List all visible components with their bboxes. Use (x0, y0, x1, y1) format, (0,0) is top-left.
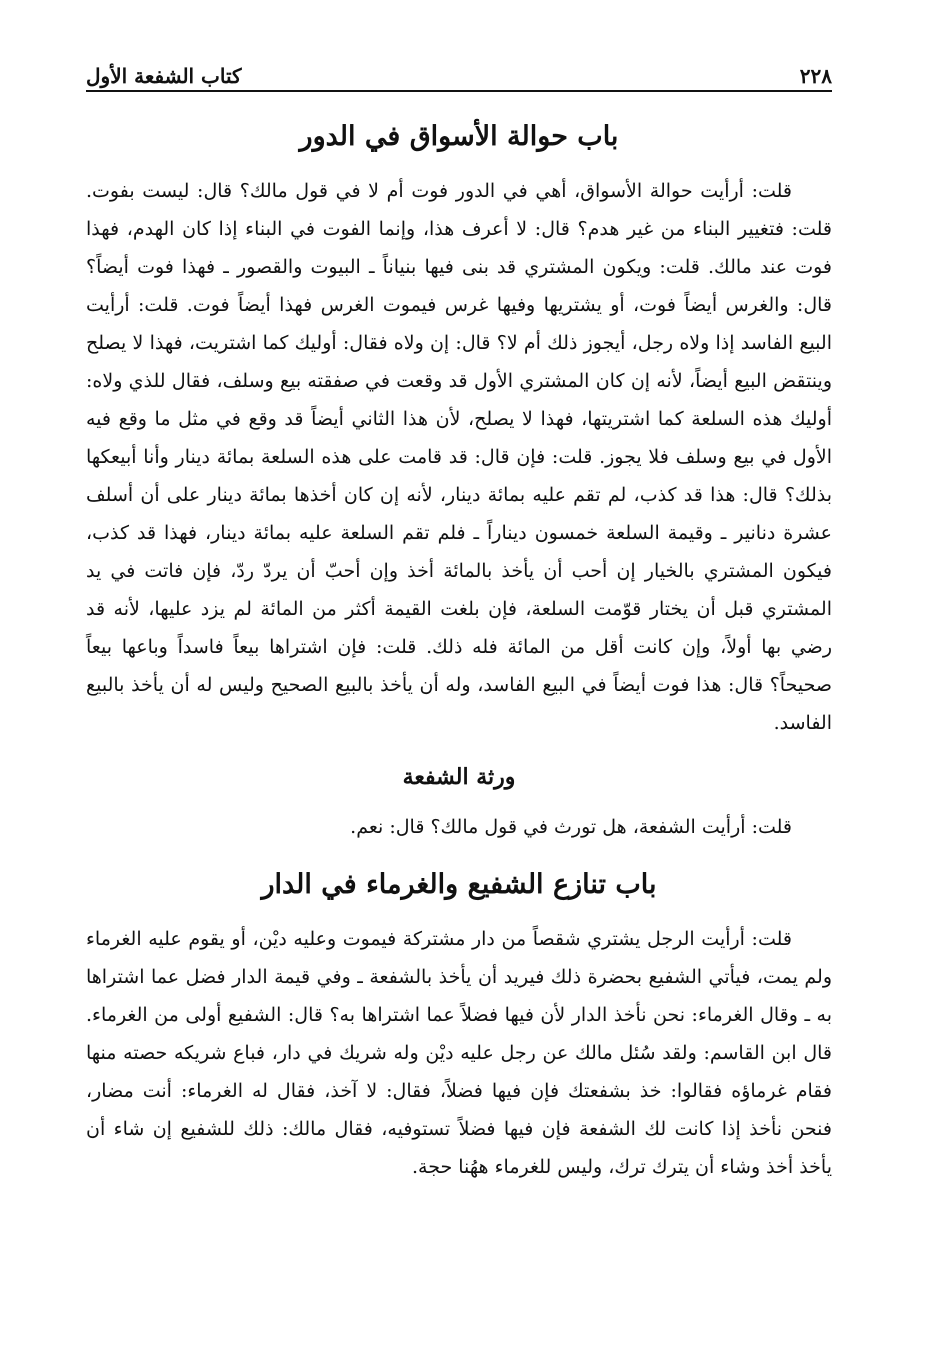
paragraph: قلت: أرأيت الشفعة، هل تورث في قول مالك؟ قال: نعم. (350, 816, 792, 838)
paragraph: قلت: أرأيت حوالة الأسواق، أهي في الدور فوت أم لا في قول مالك؟ قال: ليست بفوت. قلت: فتغيير البناء من غير هدم؟ قال: لا أعرف هذا، وإنما الفوت في البناء إذا كان الهدم، فهذا فوت عند مالك. قلت: ويكون المشتري قد بنى فيها بنياناً ـ البيوت والقصور ـ فهذا فوت أيضاً؟ قال: والغرس أيضاً فوت، أو يشتريها وفيها غرس فيموت الغرس فهذا أيضاً فوت. قلت: أرأيت البيع الفاسد إذا ولاه رجل، أيجوز ذلك أم لا؟ قال: إن ولاه فقال: أوليك كما اشتريت، فهذا لا يصلح وينتقض البيع أيضاً، لأنه إن كان المشتري الأول قد وقعت في صفقته بيع وسلف، فقال للذي ولاه: أوليك هذه السلعة كما اشتريتها، فهذا لا يصلح، لأن هذا الثاني أيضاً قد وقع في مثل ما وقع فيه الأول في بيع وسلف فلا يجوز. قلت: فإن قال: قد قامت على هذه السلعة بمائة دينار وأنا أبيعكها بذلك؟ قال: هذا قد كذب، لم تقم عليه بمائة دينار، لأنه إن كان أخذها بمائة دينار على أن أسلف عشرة دنانير ـ وقيمة السلعة خمسون ديناراً ـ فلم تقم السلعة عليه بمائة دينار، فهذا قد كذب، فيكون المشتري بالخيار إن أحب أن يأخذ بالمائة أخذ وإن أحبّ أن يردّ ردّ، فإن فاتت في يد المشتري قبل أن يختار قوّمت السلعة، فإن بلغت القيمة أكثر من المائة لم يزد عليها، لأنه قد رضي بها أولاً، وإن كانت أقل من المائة فله ذلك. قلت: فإن اشتراها بيعاً فاسداً وباعها بيعاً صحيحاً؟ قال: هذا فوت أيضاً في البيع الفاسد، وله أن يأخذ بالبيع الصحيح وليس له أن يأخذ بالبيع الفاسد. (86, 180, 832, 734)
book-title: كتاب الشفعة الأول (86, 64, 242, 88)
running-header (86, 54, 832, 88)
paragraph: قلت: أرأيت الرجل يشتري شقصاً من دار مشتركة فيموت وعليه ديْن، أو يقوم عليه الغرماء ولم يمت، فيأتي الشفيع بحضرة ذلك فيريد أن يأخذ بالشفعة ـ وفي قيمة الدار فضل عما اشتراها به ـ وقال الغرماء: نحن نأخذ الدار لأن فيها فضلاً عما اشتراها به؟ قال: الشفيع أولى من الغرماء. قال ابن القاسم: ولقد سُئل مالك عن رجل عليه ديْن وله شريك في دار، فباع شريكه حصته منها فقام غرماؤه فقالوا: خذ بشفعتك فإن فيها فضلاً، فقال: لا آخذ، فقال له الغرماء: أنت مضار، فنحن نأخذ إذا كانت لك الشفعة فإن فيها فضلاً تستوفيه، فقال مالك: ذلك للشفيع إن شاء أن يأخذ أخذ وشاء أن يترك ترك، وليس للغرماء ههُنا حجة. (86, 928, 832, 1178)
page-number: ٢٢٨ (799, 64, 832, 88)
header-divider (86, 90, 832, 92)
section-title-inheritance: ورثة الشفعة (402, 764, 516, 790)
section-title-market-fluctuation: باب حوالة الأسواق في الدور (299, 121, 619, 152)
page-body (86, 112, 832, 1186)
section-title-creditors-dispute: باب تنازع الشفيع والغرماء في الدار (261, 869, 657, 900)
